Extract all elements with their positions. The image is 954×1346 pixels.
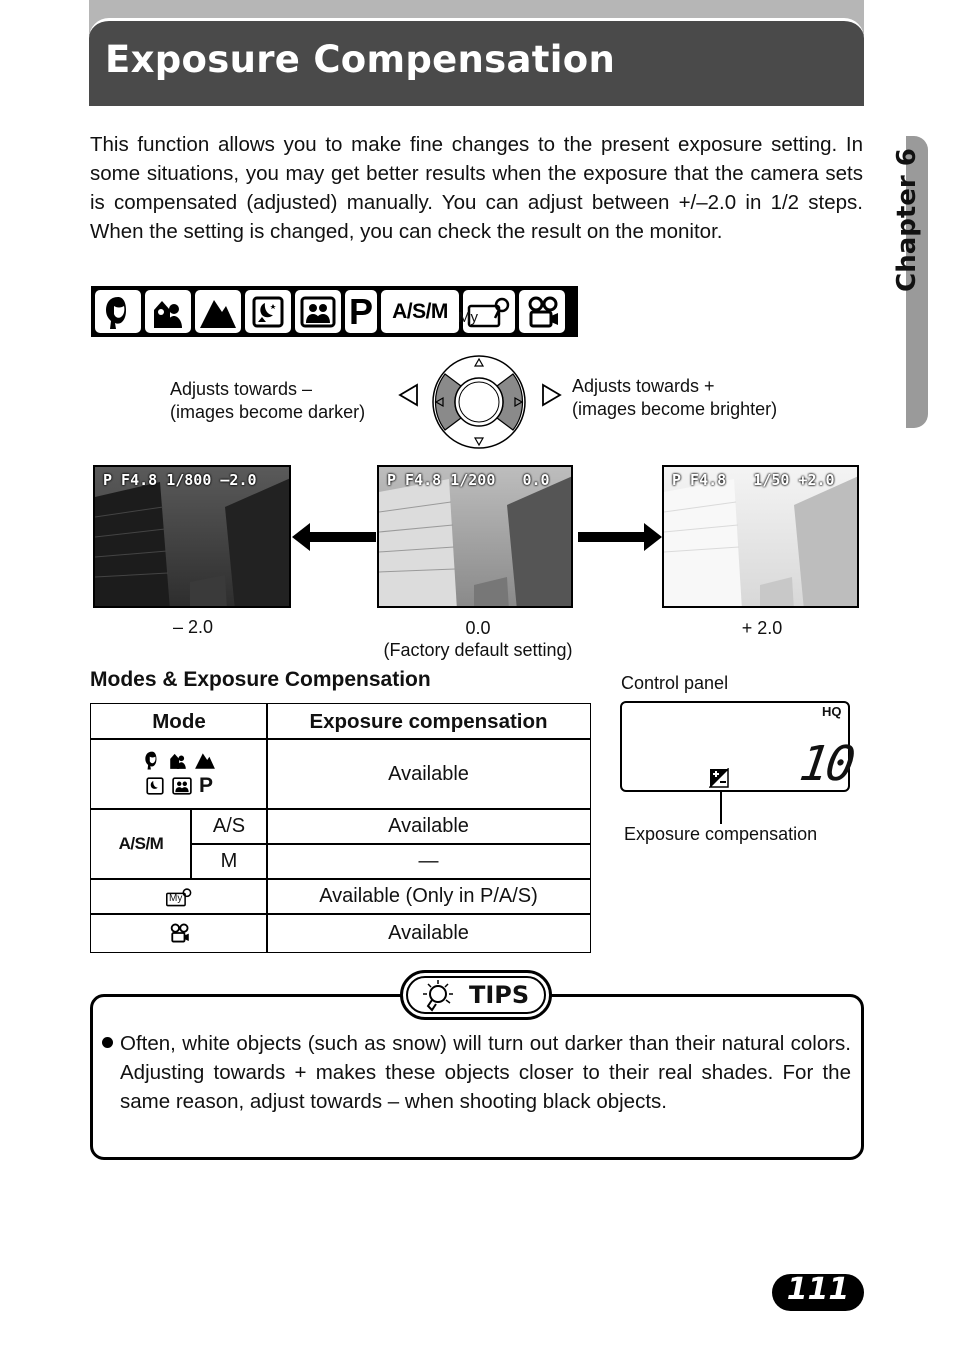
table-cell-as-label: A/S <box>190 808 268 845</box>
left-adjust-note-line2: (images become darker) <box>170 402 366 422</box>
movie-mode-icon <box>167 922 191 944</box>
table-cell-m-value: — <box>266 843 591 880</box>
landscape-portrait-mode-icon <box>145 290 191 333</box>
right-adjust-note-line2: (images become brighter) <box>572 399 778 419</box>
photo-default-hud: P F4.8 1/200 0.0 <box>387 471 550 489</box>
table-cell-as-value: Available <box>266 808 591 845</box>
modes-table <box>90 703 591 953</box>
table-cell-m-label: M <box>190 843 268 880</box>
left-arrow-icon <box>400 385 417 405</box>
lightbulb-icon <box>420 979 458 1013</box>
table-cell-my-mode <box>90 878 268 915</box>
portrait-mode-icon <box>95 290 141 333</box>
tips-label: TIPS <box>469 981 530 1009</box>
exposure-compensation-icon <box>709 768 729 788</box>
night-scene-mode-icon <box>245 290 291 333</box>
my-mode-label: My <box>458 309 478 326</box>
photo-minus-2 <box>93 465 291 608</box>
table-cell-movie-value: Available <box>266 913 591 953</box>
control-panel-label: Control panel <box>621 673 729 693</box>
page-number: 111 <box>786 1272 850 1307</box>
photo-plus-2-caption: + 2.0 <box>741 618 783 638</box>
mode-icon-strip <box>91 286 578 337</box>
landscape-portrait-mode-icon <box>168 750 188 770</box>
landscape-mode-icon <box>194 750 216 770</box>
table-header-compensation: Exposure compensation <box>266 703 591 740</box>
photo-default-caption-value: 0.0 <box>465 618 491 638</box>
table-cell-asm-label: A/S/M <box>90 808 192 880</box>
photo-default-caption <box>360 617 596 661</box>
movie-mode-icon <box>519 290 565 333</box>
arrow-pad-dial[interactable] <box>395 352 565 452</box>
my-mode-label: My <box>169 893 183 904</box>
photo-plus-2 <box>662 465 859 608</box>
night-scene-mode-icon <box>145 776 165 796</box>
right-adjust-note-line1: Adjusts towards + <box>572 376 715 396</box>
page-title: Exposure Compensation <box>105 38 616 81</box>
left-adjust-note <box>170 378 365 424</box>
right-arrow-icon <box>543 385 560 405</box>
arrow-right-icon <box>576 520 664 554</box>
callout-line <box>720 790 722 824</box>
program-mode-label: P <box>198 774 213 797</box>
landscape-mode-icon <box>195 290 241 333</box>
table-title: Modes & Exposure Compensation <box>90 668 431 691</box>
control-panel-caption: Exposure compensation <box>624 824 818 844</box>
table-cell-scene-value: Available <box>266 738 591 810</box>
table-cell-movie-mode <box>90 913 268 953</box>
right-adjust-note <box>572 375 777 421</box>
my-mode-icon <box>458 290 515 333</box>
tips-text: Often, white objects (such as snow) will turn out darker than their natural colors. Adjusting towards + makes these objects closer to their real shades. For the same reason, adjust towards – when shooting black objects. <box>120 1032 851 1113</box>
photo-default-caption-note: (Factory default setting) <box>383 640 573 660</box>
control-panel-count: 10 <box>796 736 856 792</box>
portrait-mode-icon <box>142 750 162 770</box>
photo-default <box>377 465 573 608</box>
control-panel-hq: HQ <box>822 704 842 719</box>
self-portrait-mode-icon <box>171 776 193 796</box>
program-mode-icon: P <box>345 290 377 333</box>
table-cell-my-value: Available (Only in P/A/S) <box>266 878 591 915</box>
intro-paragraph: This function allows you to make fine changes to the present exposure setting. In some situations, you may get better results when the exposure that the camera sets is compensated (adjusted) manually. You can adjust between +/–2.0 in 1/2 steps. When the setting is changed, you can check the result on the monitor. <box>90 133 863 243</box>
bullet-icon <box>102 1037 113 1048</box>
photo-minus-2-hud: P F4.8 1/800 –2.0 <box>103 471 257 489</box>
photo-plus-2-hud: P F4.8 1/50 +2.0 <box>672 471 835 489</box>
photo-minus-2-caption: – 2.0 <box>172 617 214 637</box>
self-portrait-mode-icon <box>295 290 341 333</box>
left-adjust-note-line1: Adjusts towards – <box>170 379 313 399</box>
arrow-left-icon <box>290 520 378 554</box>
table-row-scene-modes <box>90 738 268 810</box>
table-header-mode: Mode <box>90 703 268 740</box>
asm-mode-icon: A/S/M <box>381 290 459 333</box>
